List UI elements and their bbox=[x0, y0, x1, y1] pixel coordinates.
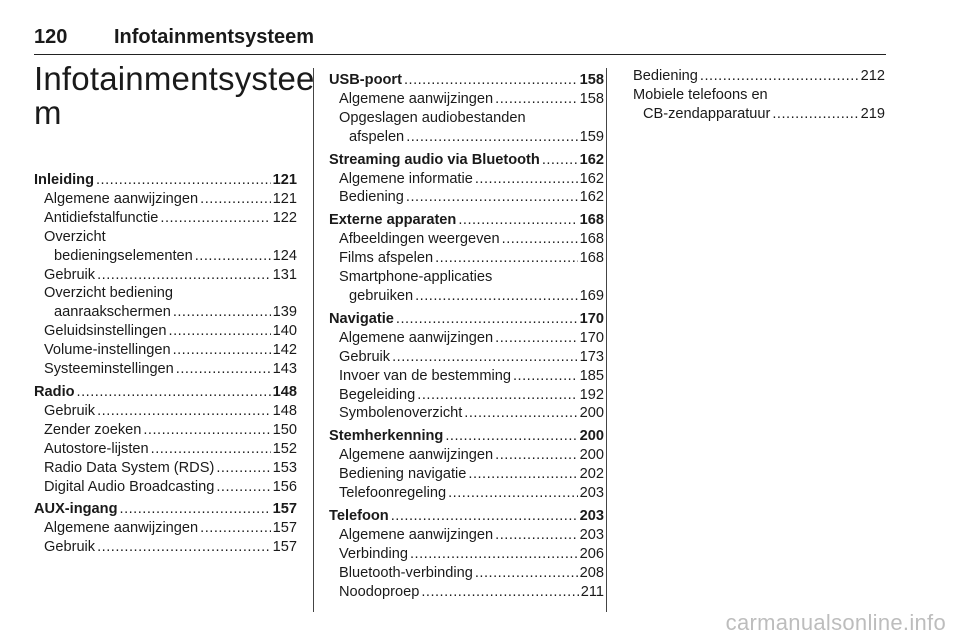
toc-column-3 bbox=[633, 67, 885, 124]
toc-entry[interactable]: Volume-instellingen ..... 142 bbox=[34, 341, 297, 360]
toc-entry[interactable]: Algemene aanwijzingen ..... 200 bbox=[329, 446, 604, 465]
toc-section-telefoon bbox=[329, 507, 604, 602]
toc-entry[interactable]: Noodoproep ..... 211 bbox=[329, 583, 604, 602]
toc-section-externe bbox=[329, 211, 604, 306]
toc-entry[interactable]: Afbeeldingen weergeven ..... 168 bbox=[329, 230, 604, 249]
toc-entry-bediening[interactable]: Bediening ..... 212 bbox=[633, 67, 885, 86]
toc-section-stemherkenning bbox=[329, 427, 604, 503]
chapter-title-line1: Infotainmentsystee bbox=[34, 60, 315, 97]
toc-section-radio bbox=[34, 383, 297, 496]
toc-entry[interactable]: Geluidsinstellingen ..... 140 bbox=[34, 322, 297, 341]
toc-heading[interactable]: Externe apparaten ..... 168 bbox=[329, 211, 604, 230]
toc-entry[interactable]: Gebruik ..... 157 bbox=[34, 538, 297, 557]
toc-entry[interactable]: Algemene aanwijzingen ..... 157 bbox=[34, 519, 297, 538]
toc-column-2 bbox=[329, 71, 604, 605]
toc-entry[interactable]: Bediening navigatie ..... 202 bbox=[329, 465, 604, 484]
toc-entry[interactable]: Algemene aanwijzingen ..... 170 bbox=[329, 329, 604, 348]
toc-entry-line[interactable]: Overzicht bediening bbox=[44, 285, 173, 302]
toc-entry[interactable]: Gebruik ..... 173 bbox=[329, 348, 604, 367]
toc-heading[interactable]: Streaming audio via Bluetooth ..... 162 bbox=[329, 151, 604, 170]
toc-column-1 bbox=[34, 171, 297, 561]
toc-entry[interactable]: Telefoonregeling ..... 203 bbox=[329, 484, 604, 503]
toc-heading[interactable]: Navigatie ..... 170 bbox=[329, 310, 604, 329]
toc-entry[interactable]: bedieningselementen ..... 124 bbox=[34, 247, 297, 266]
toc-entry[interactable]: Antidiefstalfunctie ..... 122 bbox=[34, 209, 297, 228]
toc-entry[interactable]: Algemene informatie ..... 162 bbox=[329, 170, 604, 189]
toc-entry[interactable]: Autostore-lijsten ..... 152 bbox=[34, 440, 297, 459]
toc-entry-line[interactable]: Overzicht bbox=[44, 228, 106, 245]
toc-entry[interactable]: Radio Data System (RDS) ..... 153 bbox=[34, 459, 297, 478]
toc-heading[interactable]: Telefoon ..... 203 bbox=[329, 507, 604, 526]
watermark: carmanualsonline.info bbox=[725, 610, 946, 635]
toc-entry[interactable]: Algemene aanwijzingen ..... 158 bbox=[329, 90, 604, 109]
toc-entry[interactable]: Invoer van de bestemming ..... 185 bbox=[329, 367, 604, 386]
toc-heading[interactable]: Inleiding ..... 121 bbox=[34, 171, 297, 190]
column-divider-1 bbox=[313, 68, 314, 612]
toc-entry[interactable]: Verbinding ..... 206 bbox=[329, 545, 604, 564]
toc-entry[interactable]: Gebruik ..... 131 bbox=[34, 266, 297, 285]
toc-entry-line[interactable]: Smartphone-applicaties bbox=[339, 269, 493, 286]
toc-section-streaming bbox=[329, 151, 604, 208]
page-number: 120 bbox=[34, 26, 68, 48]
toc-entry[interactable]: Begeleiding ..... 192 bbox=[329, 386, 604, 405]
chapter-title-line2: m bbox=[34, 94, 62, 131]
chapter-title bbox=[34, 60, 315, 131]
toc-entry[interactable]: Bluetooth-verbinding ..... 208 bbox=[329, 564, 604, 583]
header-title: Infotainmentsysteem bbox=[114, 26, 315, 48]
toc-heading[interactable]: AUX-ingang ..... 157 bbox=[34, 500, 297, 519]
toc-entry[interactable]: afspelen ..... 159 bbox=[329, 128, 604, 147]
toc-entry[interactable]: Zender zoeken ..... 150 bbox=[34, 421, 297, 440]
toc-section-navigatie bbox=[329, 310, 604, 423]
toc-entry[interactable]: aanraakschermen ..... 139 bbox=[34, 303, 297, 322]
toc-heading[interactable]: Stemherkenning ..... 200 bbox=[329, 427, 604, 446]
toc-entry-line[interactable]: Mobiele telefoons en bbox=[633, 86, 768, 103]
toc-entry-mobiele[interactable]: CB-zendapparatuur ..... 219 bbox=[633, 105, 885, 124]
toc-entry[interactable]: Algemene aanwijzingen ..... 203 bbox=[329, 526, 604, 545]
toc-entry[interactable]: Algemene aanwijzingen ..... 121 bbox=[34, 190, 297, 209]
toc-heading[interactable]: USB-poort ..... 158 bbox=[329, 71, 604, 90]
toc-entry[interactable]: Systeeminstellingen ..... 143 bbox=[34, 360, 297, 379]
toc-section-usb bbox=[329, 71, 604, 147]
toc-entry[interactable]: Bediening ..... 162 bbox=[329, 188, 604, 207]
column-divider-2 bbox=[606, 68, 607, 612]
toc-entry[interactable]: Films afspelen ..... 168 bbox=[329, 249, 604, 268]
toc-entry[interactable]: gebruiken ..... 169 bbox=[329, 287, 604, 306]
toc-entry[interactable]: Digital Audio Broadcasting ..... 156 bbox=[34, 478, 297, 497]
toc-section-inleiding bbox=[34, 171, 297, 379]
page-header bbox=[34, 24, 886, 55]
toc-heading[interactable]: Radio ..... 148 bbox=[34, 383, 297, 402]
toc-entry[interactable]: Symbolenoverzicht ..... 200 bbox=[329, 404, 604, 423]
toc-entry[interactable]: Gebruik ..... 148 bbox=[34, 402, 297, 421]
toc-entry-line[interactable]: Opgeslagen audiobestanden bbox=[339, 109, 526, 126]
toc-section-aux bbox=[34, 500, 297, 557]
